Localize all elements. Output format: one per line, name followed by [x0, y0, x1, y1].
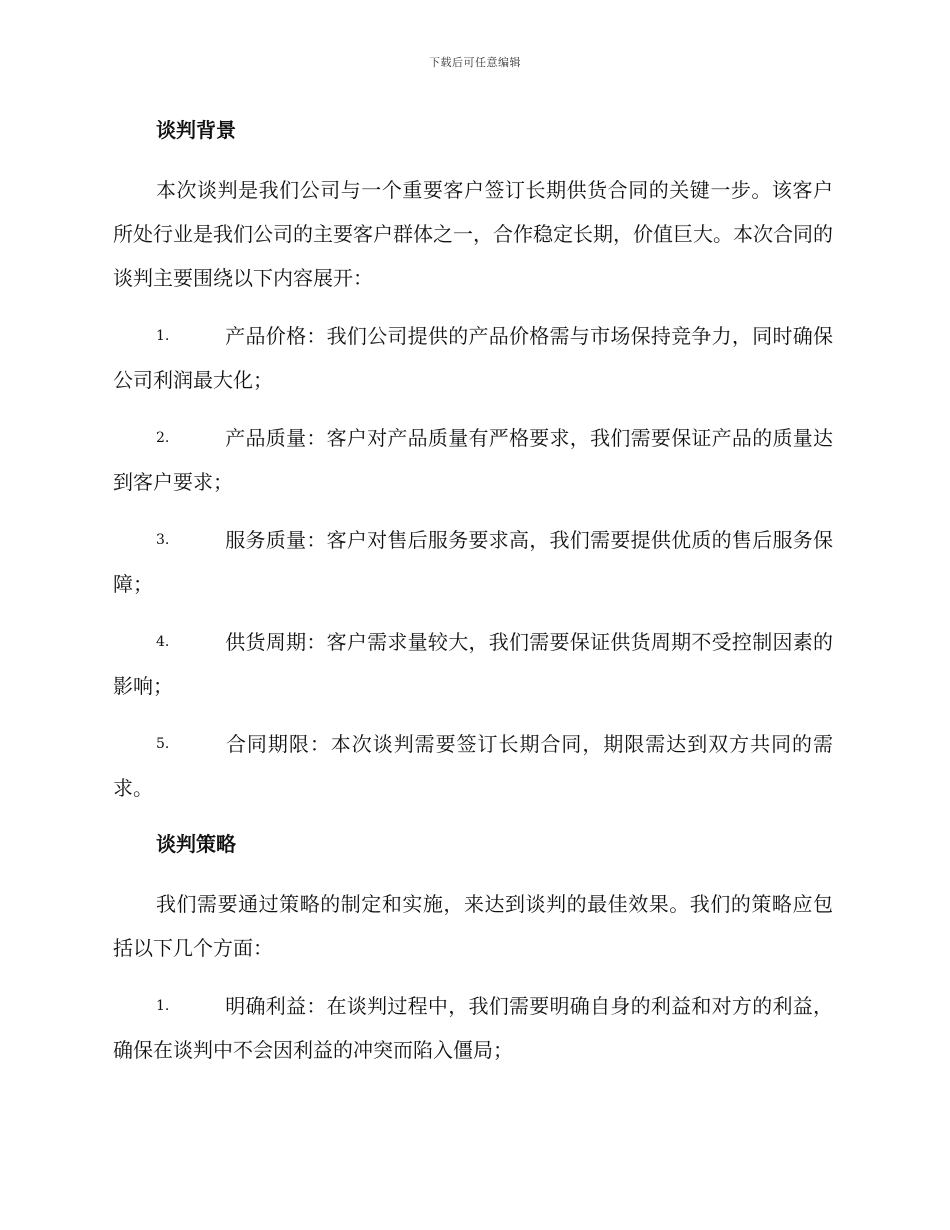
list-item	[113, 620, 833, 708]
list-item	[113, 518, 833, 606]
list-item-number: 1.	[156, 998, 170, 1014]
list-item-text: 服务质量：客户对售后服务要求高，我们需要提供优质的售后服务保障；	[113, 528, 833, 596]
list-item	[113, 722, 833, 810]
header-note: 下载后可任意编辑	[429, 56, 521, 69]
list-item-number: 3.	[156, 532, 170, 548]
list-item-text: 明确利益：在谈判过程中，我们需要明确自身的利益和对方的利益，确保在谈判中不会因利益的冲突而陷入僵局；	[113, 994, 833, 1062]
list-item-text: 产品价格：我们公司提供的产品价格需与市场保持竞争力，同时确保公司利润最大化；	[113, 324, 833, 392]
list-item	[113, 416, 833, 504]
section-heading-background: 谈判背景	[156, 118, 236, 142]
list-item-text: 合同期限：本次谈判需要签订长期合同，期限需达到双方共同的需求。	[113, 732, 833, 800]
list-item	[113, 984, 833, 1072]
section-intro-strategy: 我们需要通过策略的制定和实施，来达到谈判的最佳效果。我们的策略应包括以下几个方面：	[113, 892, 833, 960]
document-body	[113, 110, 833, 1072]
list-item	[113, 314, 833, 402]
list-item-number: 2.	[156, 430, 170, 446]
list-item-number: 4.	[156, 634, 170, 650]
list-item-text: 供货周期：客户需求量较大，我们需要保证供货周期不受控制因素的影响；	[113, 630, 833, 698]
section-intro-background: 本次谈判是我们公司与一个重要客户签订长期供货合同的关键一步。该客户所处行业是我们公司的主要客户群体之一，合作稳定长期，价值巨大。本次合同的谈判主要围绕以下内容展开：	[113, 178, 833, 290]
section-heading-strategy: 谈判策略	[156, 832, 236, 856]
list-item-text: 产品质量：客户对产品质量有严格要求，我们需要保证产品的质量达到客户要求；	[113, 426, 833, 494]
list-item-number: 5.	[156, 736, 170, 752]
list-item-number: 1.	[156, 328, 170, 344]
